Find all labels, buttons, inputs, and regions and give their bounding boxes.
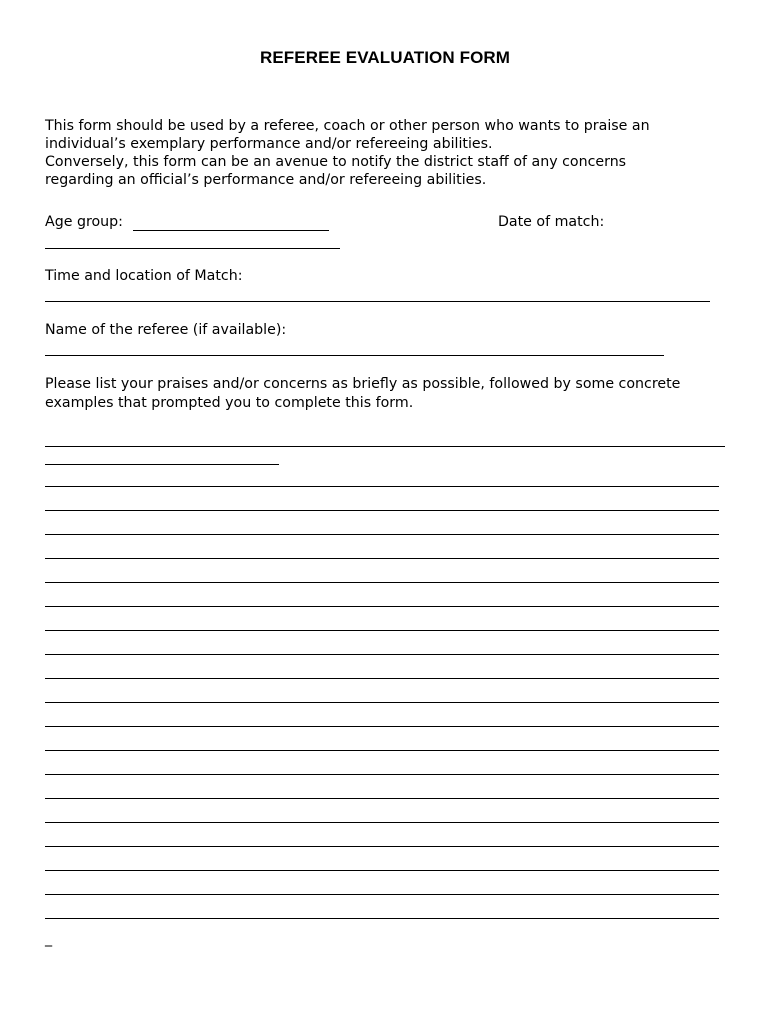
comment-line[interactable] — [45, 582, 719, 583]
comment-line[interactable] — [45, 894, 719, 895]
intro-line-4: regarding an official’s performance and/or refereeing abilities. — [45, 172, 487, 188]
comment-line[interactable] — [45, 750, 719, 751]
instructions-line-2: examples that prompted you to complete this form. — [45, 395, 414, 411]
comment-line[interactable] — [45, 510, 719, 511]
comment-line[interactable] — [45, 486, 719, 487]
intro-line-1: This form should be used by a referee, coach or other person who wants to praise an — [45, 118, 650, 134]
form-title: REFEREE EVALUATION FORM — [259, 48, 511, 67]
comment-line[interactable] — [45, 606, 719, 607]
comment-line[interactable] — [45, 822, 719, 823]
intro-line-2: individual’s exemplary performance and/or refereeing abilities. — [45, 136, 493, 152]
comment-line[interactable] — [45, 654, 719, 655]
comment-line[interactable] — [45, 846, 719, 847]
comment-line[interactable] — [45, 798, 719, 799]
date-of-match-field[interactable] — [45, 248, 340, 249]
intro-line-3: Conversely, this form can be an avenue to notify the district staff of any concerns — [45, 154, 627, 170]
time-location-field[interactable] — [45, 301, 710, 302]
time-location-label: Time and location of Match: — [45, 268, 243, 284]
date-of-match-label: Date of match: — [498, 214, 605, 230]
age-group-label: Age group: — [45, 214, 123, 230]
comment-line[interactable] — [45, 726, 719, 727]
comment-line[interactable] — [45, 870, 719, 871]
comment-line[interactable] — [45, 918, 719, 919]
referee-name-field[interactable] — [45, 355, 664, 356]
comment-line[interactable] — [45, 534, 719, 535]
referee-name-label: Name of the referee (if available): — [45, 322, 287, 338]
comment-line[interactable] — [45, 678, 719, 679]
comment-line[interactable] — [45, 464, 279, 465]
comment-line[interactable] — [45, 446, 725, 447]
comment-line[interactable] — [45, 630, 719, 631]
comment-line[interactable] — [45, 774, 719, 775]
trailing-underscore: _ — [45, 931, 53, 947]
age-group-field[interactable] — [133, 230, 329, 231]
comment-line[interactable] — [45, 558, 719, 559]
comment-line[interactable] — [45, 702, 719, 703]
instructions-line-1: Please list your praises and/or concerns as briefly as possible, followed by some concrete — [45, 376, 681, 392]
